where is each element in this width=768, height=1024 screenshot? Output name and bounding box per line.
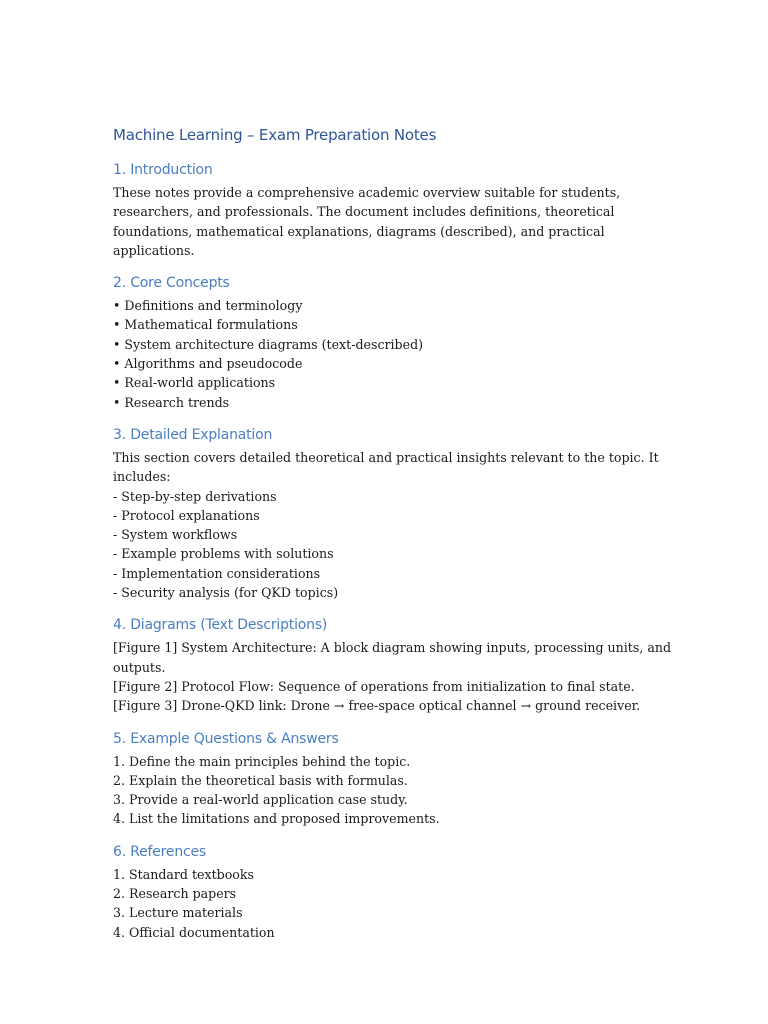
section-heading: 1. Introduction [113, 162, 213, 178]
list-item: 3. Provide a real-world application case study. [113, 792, 408, 808]
list-item: 2. Research papers [113, 886, 237, 902]
list-item: • Algorithms and pseudocode [113, 356, 303, 372]
section-heading: 5. Example Questions & Answers [113, 730, 339, 747]
list-item: • Real-world applications [113, 375, 276, 391]
list-item: 1. Define the main principles behind the topic. [113, 753, 411, 769]
bullet-list [113, 296, 673, 412]
list-item: 2. Explain the theoretical basis with formulas. [113, 772, 408, 788]
list-item: • Mathematical formulations [113, 317, 298, 333]
list-item: 4. Official documentation [113, 924, 275, 940]
list-item: 4. List the limitations and proposed improvements. [113, 811, 440, 827]
list-item: 1. Standard textbooks [113, 866, 254, 882]
dash-list [113, 487, 673, 603]
section-detailed-explanation [113, 424, 673, 602]
list-item: - Example problems with solutions [113, 546, 334, 562]
section-core-concepts [113, 272, 673, 412]
figure-description: [Figure 1] System Architecture: A block diagram showing inputs, processing units, and outputs. [113, 640, 672, 675]
numbered-list [113, 752, 673, 829]
section-paragraph: These notes provide a comprehensive academic overview suitable for students, researchers, and professionals. The document includes definitions, theoretical foundations, mathematical explanations, diagrams (described), and practical applications. [113, 185, 621, 258]
list-item: - System workflows [113, 527, 238, 543]
list-item: - Protocol explanations [113, 507, 260, 523]
list-item: • Research trends [113, 394, 230, 410]
document-title: Machine Learning – Exam Preparation Notes [113, 126, 437, 144]
section-heading: 6. References [113, 843, 207, 860]
section-heading: 2. Core Concepts [113, 275, 230, 292]
section-references [113, 841, 673, 942]
list-item: - Implementation considerations [113, 565, 321, 581]
list-item: - Step-by-step derivations [113, 488, 277, 504]
section-heading: 4. Diagrams (Text Descriptions) [113, 617, 328, 634]
list-item: - Security analysis (for QKD topics) [113, 585, 339, 601]
document-page [113, 124, 673, 954]
numbered-list [113, 865, 673, 942]
section-heading: 3. Detailed Explanation [113, 426, 273, 443]
section-example-questions [113, 728, 673, 829]
section-diagrams [113, 614, 673, 715]
figure-description: [Figure 2] Protocol Flow: Sequence of operations from initialization to final state. [113, 678, 635, 694]
section-introduction [113, 159, 673, 260]
list-item: • Definitions and terminology [113, 298, 303, 314]
section-paragraph: This section covers detailed theoretical and practical insights relevant to the topic. It includes: [113, 449, 659, 485]
figure-description: [Figure 3] Drone-QKD link: Drone → free-space optical channel → ground receiver. [113, 698, 641, 714]
list-item: • System architecture diagrams (text-described) [113, 336, 424, 352]
list-item: 3. Lecture materials [113, 905, 243, 921]
